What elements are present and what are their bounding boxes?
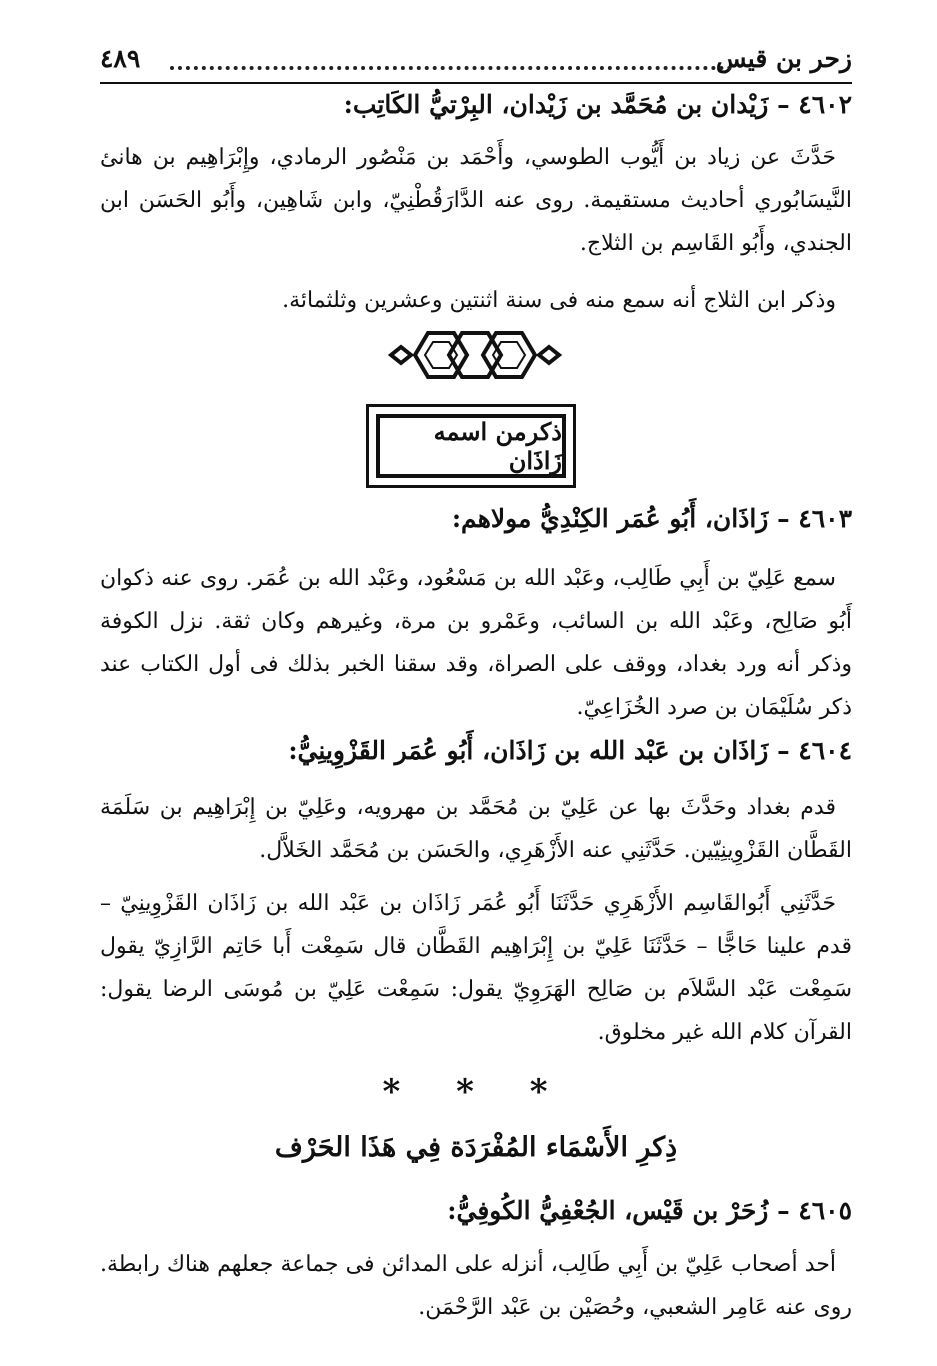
section-heading-box	[366, 404, 576, 488]
entry-4603-paragraph-1: سمع عَلِيّ بن أَبِي طَالِب، وعَبْد الله بن مَسْعُود، وعَبْد الله بن عُمَر. روى عنه ذكوان أَبُو صَالِح، وعَبْد الله بن السائب، وعَمْرو بن مرة، وغيرهم وكان ثقة. نزل الكوفة وذكر أنه ورد بغداد، ووقف على الصراة، وقد سقنا الخبر بذلك فى أول الكتاب عند ذكر سُلَيْمَان بن صرد الخُزَاعِيّ.	[100, 566, 852, 720]
entry-title-4602: ٤٦٠٢ – زَيْدان بن مُحَمَّد بن زَيْدان، البِرْتيُّ الكَاتِب:	[343, 90, 852, 119]
section-separator: * * *	[382, 1072, 570, 1112]
section-title: ذِكرِ الأَسْمَاء المُفْرَدَة فِي هَذَا الحَرْف	[274, 1132, 678, 1163]
page-number: ٤٨٩	[100, 44, 141, 73]
entry-4602-paragraph-2: وذكر ابن الثلاج أنه سمع منه فى سنة اثنتين وعشرين وثلثمائة.	[282, 288, 836, 313]
entry-4602-paragraph-1: حَدَّثَ عن زياد بن أَيُّوب الطوسي، وأَحْمَد بن مَنْصُور الرمادي، وإِبْرَاهِيم بن هانئ النَّيسَابُوري أحاديث مستقيمة. روى عنه الدَّارَقُطْنِيّ، وابن شَاهِين، وأَبُو الحَسَن ابن الجندي، وأَبُو القَاسِم بن الثلاج.	[100, 145, 852, 256]
decorative-ornament	[385, 325, 565, 385]
entry-4605-paragraph-1: أحد أصحاب عَلِيّ بن أَبِي طَالِب، أنزله على المدائن فى جماعة جعلهم هناك رابطة. روى عنه عَامِر الشعبي، وحُصَيْن بن عَبْد الرَّحْمَن.	[100, 1252, 852, 1320]
running-header	[100, 42, 852, 82]
section-heading-text: ذكرمن اسمه زَاذَان	[376, 414, 566, 478]
entry-4604-paragraph-2: حَدَّثَنِي أَبُوالقَاسِم الأَزْهَرِي حَدَّثَنَا أَبُو عُمَر زَاذَان بن عَبْد الله بن زَاذَان القَزْوِينِيّ – قدم علينا حَاجًّا – حَدَّثَنَا عَلِيّ بن إِبْرَاهِيم القَطَّان قال سَمِعْت أَبا حَاتِم الرَّازِيّ يقول سَمِعْت عَبْد السَّلاَم بن صَالِح الهَرَوِيّ يقول: سَمِعْت عَلِيّ بن مُوسَى الرضا يقول: القرآن كلام الله غير مخلوق.	[100, 891, 852, 1045]
running-title: زحر بن قيس	[715, 44, 852, 73]
entry-title-4604: ٤٦٠٤ – زَاذَان بن عَبْد الله بن زَاذَان، أَبُو عُمَر القَزْوِينِيُّ:	[288, 736, 852, 765]
entry-title-4603: ٤٦٠٣ – زَاذَان، أَبُو عُمَر الكِنْدِيُّ مولاهم:	[451, 504, 852, 533]
ornament-icon	[385, 325, 565, 385]
header-rule	[100, 82, 852, 84]
entry-4604-paragraph-1: قدم بغداد وحَدَّثَ بها عن عَلِيّ بن مُحَمَّد بن مهرويه، وعَلِيّ بن إِبْرَاهِيم بن سَلَمَة القَطَّان القَزْوِينِيّين. حَدَّثَنِي عنه الأَزْهَرِي، والحَسَن بن مُحَمَّد الخَلاَّل.	[100, 795, 852, 863]
header-dotted-leader	[170, 66, 732, 70]
entry-title-4605: ٤٦٠٥ – زُحَرْ بن قَيْس، الجُعْفِيُّ الكُوفِيُّ:	[447, 1196, 852, 1225]
